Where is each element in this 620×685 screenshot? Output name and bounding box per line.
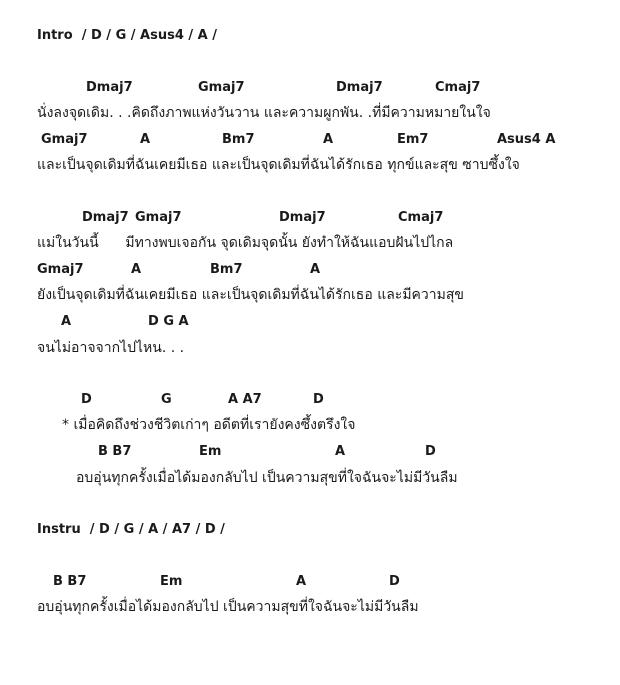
chord: D [425, 444, 436, 459]
instru-line [0, 519, 620, 541]
verse1-chord-line-2 [0, 129, 620, 151]
verse2-chord-line-2 [0, 259, 620, 281]
chord: Em [160, 574, 183, 589]
verse2-chord-line-1 [0, 207, 620, 229]
outro-lyric-line [0, 596, 620, 618]
chord: B B7 [53, 574, 87, 589]
chord: G [161, 392, 172, 407]
chord: A [61, 314, 72, 329]
intro-line [0, 25, 620, 47]
verse2-lyric-line-2 [0, 284, 620, 306]
lyric: ยังเป็นจุดเดิมที่ฉันเคยมีเธอ และเป็นจุดเดิมที่ฉันได้รักเธอ และมีความสุข [37, 287, 464, 303]
chord: Em7 [397, 132, 429, 147]
verse1-lyric-line-1 [0, 102, 620, 124]
chord: D [313, 392, 324, 407]
chord: A A7 [228, 392, 262, 407]
chord: A [296, 574, 307, 589]
chord: Dmaj7 [279, 210, 326, 225]
chord: Cmaj7 [435, 80, 481, 95]
chord: D [81, 392, 92, 407]
lyric: และเป็นจุดเดิมที่ฉันเคยมีเธอ และเป็นจุดเดิมที่ฉันได้รักเธอ ทุกข์และสุข ซาบซึ้งใจ [37, 157, 520, 173]
chorus-chord-line-2 [0, 441, 620, 463]
chord: Dmaj7 [336, 80, 383, 95]
chord: Cmaj7 [398, 210, 444, 225]
verse2-lyric-line-3 [0, 337, 620, 359]
chord: Gmaj7 [135, 210, 182, 225]
lyric: อบอุ่นทุกครั้งเมื่อได้มองกลับไป เป็นความสุขที่ใจฉันจะไม่มีวันลืม [76, 470, 458, 486]
instru-label: Instru / D / G / A / A7 / D / [37, 522, 225, 537]
chorus-lyric-line-2 [0, 467, 620, 489]
verse2-chord-line-3 [0, 311, 620, 333]
lyric: * เมื่อคิดถึงช่วงชีวิตเก่าๆ อดีตที่เรายังคงซึ้งตรึงใจ [62, 417, 356, 433]
chord: B B7 [98, 444, 132, 459]
lyric: นั่งลงจุดเดิม. . .คิดถึงภาพแห่งวันวาน และความผูกพัน. .ที่มีความหมายในใจ [37, 105, 491, 121]
chord: Bm7 [210, 262, 243, 277]
chord: Gmaj7 [198, 80, 245, 95]
chord: Bm7 [222, 132, 255, 147]
chord: Asus4 A [497, 132, 556, 147]
chord: A [140, 132, 151, 147]
chorus-chord-line-1 [0, 389, 620, 411]
lyric: แม่ในวันนี้ มีทางพบเจอกัน จุดเดิมจุดนั้น ยังทำให้ฉันแอบฝันไปไกล [37, 235, 454, 251]
chord: D G A [148, 314, 189, 329]
chord: A [323, 132, 334, 147]
verse2-lyric-line-1 [0, 232, 620, 254]
chord: Gmaj7 [37, 262, 84, 277]
intro-label: Intro / D / G / Asus4 / A / [37, 28, 218, 43]
verse1-lyric-line-2 [0, 154, 620, 176]
lyric: จนไม่อาจจากไปไหน. . . [37, 340, 185, 356]
chord: Em [199, 444, 222, 459]
chord: Dmaj7 [86, 80, 133, 95]
chord: Dmaj7 [82, 210, 129, 225]
chord: D [389, 574, 400, 589]
chorus-lyric-line-1 [0, 414, 620, 436]
chord: A [335, 444, 346, 459]
chord: A [131, 262, 142, 277]
outro-chord-line [0, 571, 620, 593]
verse1-chord-line-1 [0, 77, 620, 99]
lyric: อบอุ่นทุกครั้งเมื่อได้มองกลับไป เป็นความสุขที่ใจฉันจะไม่มีวันลืม [37, 599, 419, 615]
chord: A [310, 262, 321, 277]
chord: Gmaj7 [41, 132, 88, 147]
